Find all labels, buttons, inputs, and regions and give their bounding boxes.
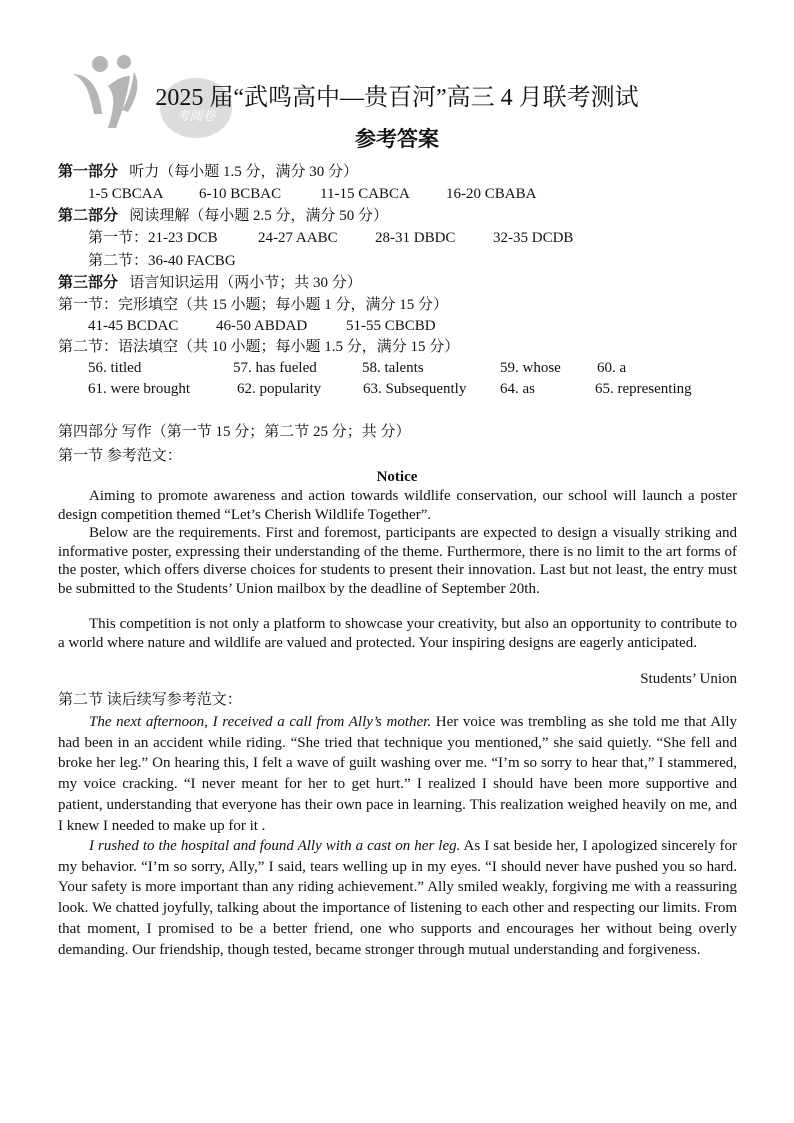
grammar-answers-row1 [88, 358, 718, 378]
part3-section2-title: 第二节：语法填空（共 10 小题；每小题 1.5 分，满分 15 分） [58, 339, 460, 355]
part1-header [58, 162, 358, 182]
answer-group: 32-35 DCDB [493, 230, 574, 246]
page-title: 2025 届“武鸣高中—贵百河”高三 4 月联考测试 [155, 85, 639, 111]
part3-section1-title: 第一节：完形填空（共 15 小题；每小题 1 分，满分 15 分） [58, 297, 449, 313]
story-lead-sentence: The next afternoon, I received a call from Ally’s mother. [89, 714, 432, 730]
part3-heading: 第三部分 [58, 275, 119, 291]
grammar-answer: 58. talents [362, 360, 424, 376]
part1-answers [88, 184, 588, 204]
part4-section1-title: 第一节 参考范文： [58, 448, 182, 464]
grammar-answer: 65. representing [595, 381, 692, 397]
part2-section1-answers [88, 228, 608, 248]
answer-group: 28-31 DBDC [375, 230, 456, 246]
part3-header [58, 273, 362, 293]
part2-desc: 阅读理解（每小题 2.5 分，满分 50 分） [129, 208, 389, 224]
part2-header [58, 206, 388, 226]
answer-group: 46-50 ABDAD [216, 318, 308, 334]
answer-group: 第一节：21-23 DCB [88, 230, 218, 246]
part3-section1-answers [88, 316, 488, 336]
answer-group: 16-20 CBABA [446, 186, 537, 202]
grammar-answer: 62. popularity [237, 381, 322, 397]
notice-signature: Students’ Union [640, 671, 737, 687]
part1-desc: 听力（每小题 1.5 分，满分 30 分） [129, 164, 359, 180]
answer-group: 24-27 AABC [258, 230, 338, 246]
grammar-answer: 63. Subsequently [363, 381, 467, 397]
story-body: As I sat beside her, I apologized sincerely for my behavior. “I’m so sorry, Ally,” I said, tears welling up in my eyes. “I should never have pushed you so hard. Your safety is more important than any riding achievement.” Ally smiled weakly, forgiving me with a reassuring look. We chatted joyfully, talking about the importance of listening to each other and respecting our limits. From that moment, I promised to be a better friend, one who supports and encourages her without being overly demanding. Our friendship, though tested, became stronger through mutual understanding and forgiveness. [58, 838, 737, 958]
part3-desc: 语言知识运用（两小节；共 30 分） [129, 275, 362, 291]
page-subtitle: 参考答案 [355, 127, 439, 151]
answer-group: 51-55 CBCBD [346, 318, 436, 334]
part2-section2-answers: 第二节：36-40 FACBG [88, 253, 236, 269]
notice-paragraph: Below are the requirements. First and foremost, participants are expected to design a visually striking and informative poster, expressing their understanding of the theme. Furthermore, there is no limit to the art forms of the poster, which offers diverse choices for students to present their innovation. Last but not least, the entry must be submitted to the Students’ Union mailbox by the deadline of September 20th. [58, 525, 737, 597]
part2-heading: 第二部分 [58, 208, 119, 224]
notice-title: Notice [376, 469, 418, 485]
part4-section2-title: 第二节 读后续写参考范文： [58, 692, 242, 708]
answer-group: 11-15 CABCA [320, 186, 410, 202]
answer-group: 6-10 BCBAC [199, 186, 282, 202]
notice-paragraph: This competition is not only a platform to showcase your creativity, but also an opportunity to contribute to a world where nature and wildlife are valued and protected. Your inspiring designs are eagerly anticipated. [58, 616, 737, 651]
grammar-answers-row2 [88, 379, 718, 399]
grammar-answer: 56. titled [88, 360, 142, 376]
story-body: Her voice was trembling as she told me that Ally had been in an accident while riding. “She tried that technique you mentioned,” she said quietly. “She fell and broke her leg.” On hearing this, I felt a wave of guilt washing over me. “I’m so sorry to hear that,” I stammered, my voice cracking. “I never meant for her to get hurt.” I realized I should have been more supportive and patient, understanding that everyone has their own pace in learning. This realization weighed heavily on me, and I knew I needed to make up for it . [58, 714, 737, 834]
story-paragraph [58, 836, 737, 960]
grammar-answer: 59. whose [500, 360, 561, 376]
part4-heading: 第四部分 写作（第一节 15 分；第二节 25 分；共 分） [58, 424, 411, 440]
logo-text: 考阅卷 [176, 109, 216, 124]
answer-group: 41-45 BCDAC [88, 318, 179, 334]
grammar-answer: 60. a [597, 360, 627, 376]
story-lead-sentence: I rushed to the hospital and found Ally with a cast on her leg. [89, 838, 461, 854]
notice-paragraph: Aiming to promote awareness and action towards wildlife conservation, our school will launch a poster design competition themed “Let’s Cherish Wildlife Together”. [58, 488, 737, 523]
grammar-answer: 64. as [500, 381, 535, 397]
answer-group: 1-5 CBCAA [88, 186, 164, 202]
grammar-answer: 61. were brought [88, 381, 191, 397]
story-paragraph [58, 712, 737, 836]
grammar-answer: 57. has fueled [233, 360, 317, 376]
part1-heading: 第一部分 [58, 164, 119, 180]
